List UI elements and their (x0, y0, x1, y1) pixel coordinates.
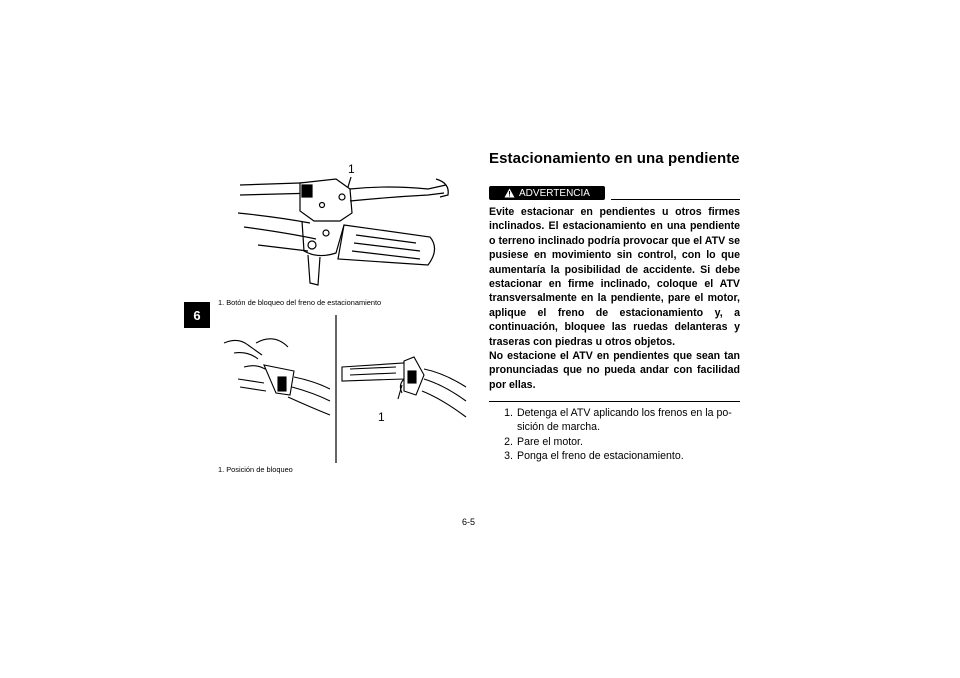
warning-body (489, 205, 740, 392)
warning-end-rule (489, 401, 740, 402)
warning-badge (489, 186, 605, 200)
step-item (489, 435, 740, 449)
warning-rule (611, 199, 740, 200)
section-title: Estacionamiento en una pendiente (489, 150, 740, 167)
step-text: Pare el motor. (517, 435, 583, 448)
step-item (489, 449, 740, 463)
figure-lock-position (218, 315, 470, 463)
figure1-caption: 1. Botón de bloqueo del freno de estacionamiento (218, 298, 382, 307)
warning-header (489, 186, 740, 200)
figure1-callout: 1 (348, 162, 355, 176)
warning-triangle-icon (504, 188, 515, 198)
figure-brake-lever (218, 155, 468, 295)
step-item (489, 406, 740, 435)
step-number: 3. (504, 450, 513, 463)
chapter-tab: 6 (184, 302, 210, 328)
warning-paragraph-1: Evite estacionar en pendientes u otros firmes inclinados. El estacionamiento en una pendiente o terreno inclinado podría provocar que el ATV se pusiese en movimiento sin control, con lo que aumentaría la posibilidad de accidente. Si debe estacionar en firme inclinado, coloque el ATV transversalmente en la pendiente, pare el motor, aplique el freno de estacionamiento y, a continuación, bloquee las ruedas delanteras y traseras con piedras u otros objetos. (489, 206, 740, 348)
step-text: Detenga el ATV aplicando los frenos en la posición de marcha. (517, 407, 732, 434)
step-number: 1. (504, 407, 513, 419)
warning-label: ADVERTENCIA (519, 187, 590, 199)
page-number: 6-5 (462, 517, 476, 527)
figure2-callout: 1 (378, 410, 385, 424)
warning-paragraph-2: No estacione el ATV en pendientes que sean tan pronunciadas que no pueda andar con facilidad por ellas. (489, 350, 740, 391)
step-number: 2. (504, 435, 513, 448)
step-text: Ponga el freno de estacionamiento. (517, 450, 684, 463)
figure2-caption: 1. Posición de bloqueo (218, 465, 293, 474)
steps-list (489, 406, 740, 464)
